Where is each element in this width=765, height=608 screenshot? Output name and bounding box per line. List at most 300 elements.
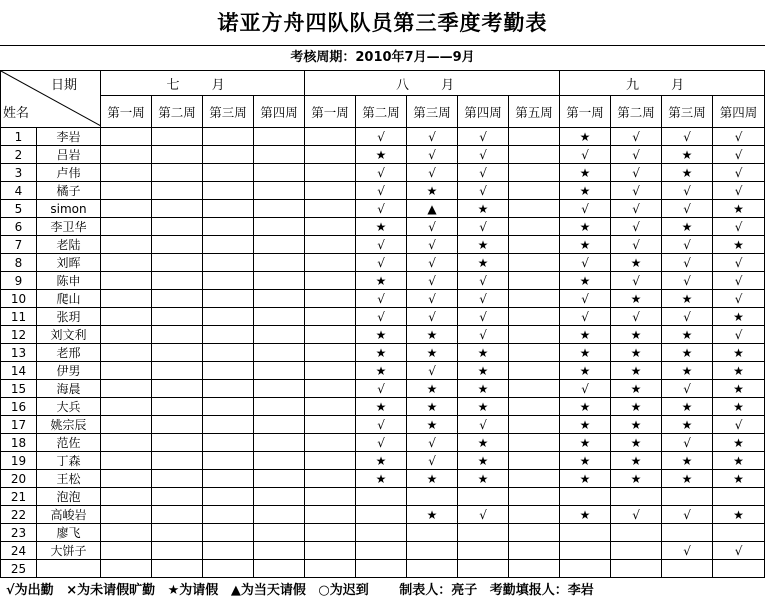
attendance-cell: ★ [407, 398, 458, 416]
row-number: 7 [1, 236, 37, 254]
attendance-cell [152, 560, 203, 578]
attendance-cell: √ [662, 254, 713, 272]
table-row [1, 164, 765, 182]
row-number: 25 [1, 560, 37, 578]
attendance-cell [356, 506, 407, 524]
attendance-cell [101, 362, 152, 380]
attendance-cell: ★ [713, 398, 765, 416]
attendance-cell [101, 254, 152, 272]
attendance-cell [254, 254, 305, 272]
attendance-cell: √ [458, 326, 509, 344]
attendance-cell: √ [407, 362, 458, 380]
attendance-cell: ★ [713, 236, 765, 254]
attendance-cell [101, 326, 152, 344]
attendance-cell [611, 524, 662, 542]
attendance-cell: √ [713, 416, 765, 434]
attendance-cell [509, 560, 560, 578]
attendance-cell: √ [407, 434, 458, 452]
member-name: 丁森 [37, 452, 101, 470]
attendance-cell: √ [356, 236, 407, 254]
attendance-cell [101, 542, 152, 560]
attendance-cell: √ [560, 380, 611, 398]
attendance-cell [305, 146, 356, 164]
attendance-cell: ★ [611, 470, 662, 488]
attendance-cell [509, 416, 560, 434]
attendance-cell: ★ [560, 218, 611, 236]
attendance-cell [254, 506, 305, 524]
month-august: 八 月 [305, 71, 560, 96]
attendance-cell [152, 398, 203, 416]
attendance-cell [509, 506, 560, 524]
row-number: 8 [1, 254, 37, 272]
week-header: 第二周 [152, 96, 203, 128]
attendance-cell [254, 560, 305, 578]
attendance-cell: ★ [662, 416, 713, 434]
attendance-cell: √ [713, 254, 765, 272]
attendance-cell: ★ [560, 164, 611, 182]
attendance-cell [509, 272, 560, 290]
attendance-cell: √ [407, 236, 458, 254]
attendance-cell: ★ [560, 398, 611, 416]
attendance-cell: ★ [458, 470, 509, 488]
attendance-cell [509, 254, 560, 272]
attendance-cell: ★ [713, 470, 765, 488]
attendance-cell: ★ [356, 218, 407, 236]
attendance-cell [203, 344, 254, 362]
attendance-cell: √ [407, 308, 458, 326]
attendance-cell: ★ [662, 218, 713, 236]
attendance-cell [152, 218, 203, 236]
attendance-cell: √ [713, 542, 765, 560]
attendance-cell [101, 200, 152, 218]
attendance-cell: √ [662, 380, 713, 398]
attendance-cell [152, 506, 203, 524]
attendance-cell [560, 542, 611, 560]
attendance-cell [203, 308, 254, 326]
attendance-cell: ★ [713, 452, 765, 470]
attendance-cell [152, 290, 203, 308]
attendance-cell [254, 416, 305, 434]
member-name: 大兵 [37, 398, 101, 416]
attendance-cell [254, 164, 305, 182]
attendance-cell: √ [458, 218, 509, 236]
attendance-cell: √ [611, 272, 662, 290]
attendance-cell [203, 470, 254, 488]
attendance-cell: √ [713, 326, 765, 344]
row-number: 12 [1, 326, 37, 344]
attendance-cell [458, 560, 509, 578]
attendance-cell [203, 200, 254, 218]
week-header: 第三周 [203, 96, 254, 128]
attendance-cell [254, 128, 305, 146]
attendance-cell [254, 434, 305, 452]
attendance-cell [101, 380, 152, 398]
attendance-cell [509, 308, 560, 326]
attendance-cell: √ [356, 128, 407, 146]
attendance-cell: ★ [662, 362, 713, 380]
row-number: 22 [1, 506, 37, 524]
table-row [1, 272, 765, 290]
member-name: 李卫华 [37, 218, 101, 236]
attendance-recorder: 考勤填报人：李岩 [489, 583, 594, 598]
attendance-cell: √ [662, 434, 713, 452]
attendance-cell: ★ [611, 326, 662, 344]
attendance-cell [611, 560, 662, 578]
attendance-cell [305, 128, 356, 146]
attendance-cell [254, 524, 305, 542]
attendance-cell: ★ [560, 452, 611, 470]
table-row [1, 290, 765, 308]
attendance-cell: ★ [407, 470, 458, 488]
week-header: 第一周 [101, 96, 152, 128]
attendance-cell [560, 560, 611, 578]
table-maker: 制表人：亮子 [399, 583, 478, 598]
attendance-cell: √ [713, 272, 765, 290]
attendance-cell: √ [611, 506, 662, 524]
attendance-cell [152, 416, 203, 434]
sheet-title: 诺亚方舟四队队员第三季度考勤表 [0, 0, 765, 46]
attendance-cell [101, 308, 152, 326]
row-number: 9 [1, 272, 37, 290]
corner-header [1, 71, 101, 128]
date-header-label: 日期 [51, 78, 78, 93]
attendance-cell [254, 326, 305, 344]
attendance-cell [509, 164, 560, 182]
legend-absent: ×为未请假旷勤 [66, 583, 156, 598]
attendance-cell: √ [407, 272, 458, 290]
attendance-cell: √ [356, 308, 407, 326]
attendance-cell: √ [713, 218, 765, 236]
attendance-cell [203, 380, 254, 398]
table-row [1, 488, 765, 506]
attendance-cell: √ [458, 506, 509, 524]
table-row [1, 182, 765, 200]
member-name: 李岩 [37, 128, 101, 146]
attendance-cell [101, 272, 152, 290]
attendance-cell [509, 128, 560, 146]
attendance-cell: √ [662, 542, 713, 560]
attendance-cell [101, 146, 152, 164]
attendance-cell [152, 488, 203, 506]
attendance-cell [305, 488, 356, 506]
member-name: 伊男 [37, 362, 101, 380]
attendance-cell [254, 488, 305, 506]
attendance-cell: √ [662, 182, 713, 200]
attendance-cell: ★ [611, 452, 662, 470]
attendance-cell: ★ [662, 398, 713, 416]
attendance-cell [254, 236, 305, 254]
row-number: 14 [1, 362, 37, 380]
legend-present: √为出勤 [6, 583, 54, 598]
row-number: 10 [1, 290, 37, 308]
attendance-cell [254, 290, 305, 308]
attendance-cell [203, 326, 254, 344]
member-name: 廖飞 [37, 524, 101, 542]
attendance-cell: √ [407, 164, 458, 182]
attendance-cell [305, 182, 356, 200]
attendance-cell [662, 560, 713, 578]
attendance-cell: √ [356, 200, 407, 218]
attendance-cell: ★ [611, 380, 662, 398]
member-name: 张玥 [37, 308, 101, 326]
attendance-cell: ★ [713, 380, 765, 398]
row-number: 13 [1, 344, 37, 362]
attendance-cell [305, 506, 356, 524]
attendance-cell [152, 470, 203, 488]
attendance-cell [611, 542, 662, 560]
attendance-cell: √ [356, 290, 407, 308]
attendance-cell: ★ [662, 344, 713, 362]
row-number: 15 [1, 380, 37, 398]
attendance-cell: ★ [356, 344, 407, 362]
attendance-cell: ★ [458, 380, 509, 398]
attendance-cell [305, 362, 356, 380]
attendance-cell [152, 182, 203, 200]
attendance-cell [152, 362, 203, 380]
attendance-cell: ★ [407, 380, 458, 398]
row-number: 16 [1, 398, 37, 416]
attendance-cell [407, 524, 458, 542]
attendance-cell [101, 488, 152, 506]
attendance-cell [152, 308, 203, 326]
row-number: 2 [1, 146, 37, 164]
attendance-cell [254, 182, 305, 200]
attendance-cell [305, 326, 356, 344]
attendance-cell: √ [458, 146, 509, 164]
attendance-cell [509, 146, 560, 164]
attendance-cell: √ [407, 218, 458, 236]
attendance-cell [305, 272, 356, 290]
attendance-cell [152, 434, 203, 452]
attendance-cell: ★ [611, 398, 662, 416]
attendance-cell [407, 488, 458, 506]
attendance-cell [254, 470, 305, 488]
table-row [1, 200, 765, 218]
attendance-cell: √ [713, 146, 765, 164]
attendance-cell [152, 524, 203, 542]
attendance-cell [611, 488, 662, 506]
attendance-cell: ★ [356, 326, 407, 344]
attendance-cell: √ [560, 200, 611, 218]
attendance-cell: ★ [560, 416, 611, 434]
attendance-cell: √ [356, 254, 407, 272]
attendance-cell: √ [611, 218, 662, 236]
attendance-cell [662, 524, 713, 542]
attendance-cell: ★ [458, 398, 509, 416]
attendance-cell: √ [662, 236, 713, 254]
attendance-cell: ▲ [407, 200, 458, 218]
attendance-cell [203, 272, 254, 290]
attendance-cell [356, 560, 407, 578]
member-name: 卢伟 [37, 164, 101, 182]
attendance-cell: ★ [560, 344, 611, 362]
member-name: 高峻岩 [37, 506, 101, 524]
attendance-cell [101, 434, 152, 452]
attendance-cell: √ [713, 164, 765, 182]
member-name: 橘子 [37, 182, 101, 200]
table-row [1, 236, 765, 254]
member-name: 范佐 [37, 434, 101, 452]
table-row [1, 524, 765, 542]
table-row [1, 146, 765, 164]
attendance-cell [152, 164, 203, 182]
member-name [37, 560, 101, 578]
attendance-cell: ★ [560, 362, 611, 380]
attendance-cell: √ [611, 164, 662, 182]
attendance-cell: √ [713, 128, 765, 146]
attendance-cell [203, 218, 254, 236]
table-row [1, 380, 765, 398]
row-number: 17 [1, 416, 37, 434]
row-number: 4 [1, 182, 37, 200]
attendance-cell [713, 560, 765, 578]
member-name: 姚宗辰 [37, 416, 101, 434]
attendance-cell: √ [560, 308, 611, 326]
attendance-cell [509, 200, 560, 218]
attendance-cell: √ [407, 128, 458, 146]
week-header: 第二周 [356, 96, 407, 128]
attendance-cell [254, 398, 305, 416]
attendance-cell [254, 308, 305, 326]
attendance-cell [560, 488, 611, 506]
attendance-cell [152, 254, 203, 272]
attendance-cell: √ [662, 200, 713, 218]
row-number: 3 [1, 164, 37, 182]
attendance-cell: √ [611, 146, 662, 164]
attendance-cell [203, 128, 254, 146]
attendance-cell [203, 164, 254, 182]
attendance-cell: √ [662, 272, 713, 290]
legend-late: ○为迟到 [318, 583, 369, 598]
attendance-cell [458, 542, 509, 560]
month-header-row [1, 71, 765, 96]
attendance-cell [254, 380, 305, 398]
attendance-cell [203, 542, 254, 560]
attendance-cell: ★ [356, 146, 407, 164]
member-name: 海晨 [37, 380, 101, 398]
attendance-cell [509, 524, 560, 542]
attendance-cell [101, 398, 152, 416]
attendance-cell [203, 506, 254, 524]
member-name: 刘晖 [37, 254, 101, 272]
attendance-cell [407, 560, 458, 578]
attendance-cell [203, 560, 254, 578]
attendance-cell [203, 524, 254, 542]
attendance-cell: √ [560, 290, 611, 308]
attendance-cell: √ [458, 164, 509, 182]
attendance-cell [101, 218, 152, 236]
member-name: 吕岩 [37, 146, 101, 164]
attendance-cell: ★ [458, 452, 509, 470]
attendance-cell: ★ [407, 326, 458, 344]
month-july: 七 月 [101, 71, 305, 96]
attendance-cell: √ [713, 290, 765, 308]
attendance-cell [152, 128, 203, 146]
attendance-cell: ★ [713, 362, 765, 380]
attendance-cell [203, 488, 254, 506]
attendance-cell [305, 542, 356, 560]
attendance-cell [305, 344, 356, 362]
attendance-cell: ★ [560, 506, 611, 524]
attendance-cell [254, 272, 305, 290]
attendance-cell [305, 218, 356, 236]
table-row [1, 308, 765, 326]
attendance-cell: √ [356, 182, 407, 200]
member-name: 大饼子 [37, 542, 101, 560]
attendance-cell [509, 542, 560, 560]
attendance-cell [305, 200, 356, 218]
attendance-table [0, 70, 765, 578]
attendance-cell [305, 254, 356, 272]
attendance-cell [305, 470, 356, 488]
attendance-cell: √ [407, 290, 458, 308]
attendance-cell: ★ [458, 344, 509, 362]
attendance-cell [509, 488, 560, 506]
attendance-cell [509, 470, 560, 488]
month-september: 九 月 [560, 71, 765, 96]
table-row [1, 254, 765, 272]
attendance-cell: √ [458, 182, 509, 200]
attendance-cell [509, 182, 560, 200]
row-number: 1 [1, 128, 37, 146]
attendance-cell [203, 290, 254, 308]
attendance-cell [254, 362, 305, 380]
attendance-cell [152, 542, 203, 560]
attendance-cell: ★ [560, 128, 611, 146]
attendance-cell: √ [662, 128, 713, 146]
attendance-cell [305, 524, 356, 542]
attendance-cell [356, 524, 407, 542]
attendance-cell [203, 146, 254, 164]
table-row [1, 218, 765, 236]
attendance-cell: ★ [713, 506, 765, 524]
attendance-cell: √ [662, 308, 713, 326]
attendance-cell [509, 344, 560, 362]
attendance-cell: ★ [356, 452, 407, 470]
attendance-cell [305, 290, 356, 308]
attendance-cell: ★ [458, 362, 509, 380]
member-name: simon [37, 200, 101, 218]
attendance-cell: ★ [662, 452, 713, 470]
attendance-cell [305, 452, 356, 470]
member-name: 老陆 [37, 236, 101, 254]
attendance-cell [458, 524, 509, 542]
attendance-cell [713, 524, 765, 542]
attendance-cell [203, 452, 254, 470]
attendance-cell [254, 146, 305, 164]
row-number: 20 [1, 470, 37, 488]
attendance-cell [101, 182, 152, 200]
attendance-cell [203, 236, 254, 254]
week-header: 第一周 [305, 96, 356, 128]
attendance-cell: √ [356, 434, 407, 452]
attendance-cell: ★ [560, 434, 611, 452]
attendance-cell [152, 326, 203, 344]
table-row [1, 398, 765, 416]
attendance-cell: ★ [611, 254, 662, 272]
attendance-cell: ★ [713, 200, 765, 218]
legend-leave: ★为请假 [167, 583, 219, 598]
attendance-cell: √ [611, 182, 662, 200]
member-name: 陈申 [37, 272, 101, 290]
attendance-cell [152, 380, 203, 398]
attendance-cell [101, 560, 152, 578]
attendance-cell: √ [407, 254, 458, 272]
attendance-cell: ★ [560, 272, 611, 290]
row-number: 5 [1, 200, 37, 218]
week-header: 第五周 [509, 96, 560, 128]
attendance-cell [101, 416, 152, 434]
